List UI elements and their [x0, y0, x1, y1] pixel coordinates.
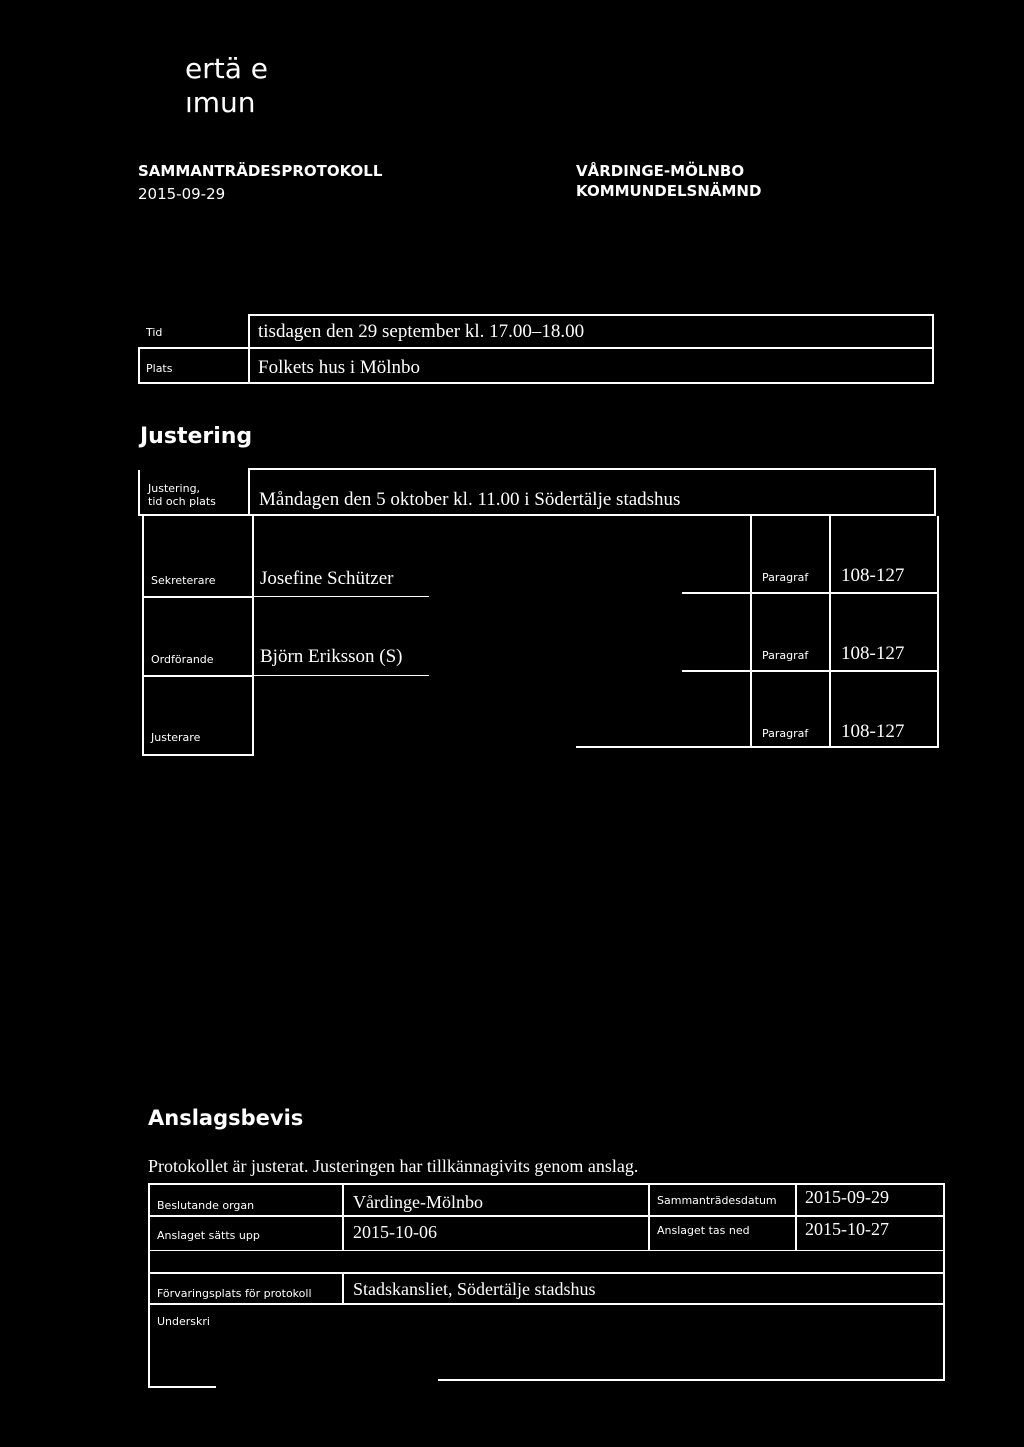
justering-tid-plats-label [148, 482, 216, 508]
ordforande-label: Ordförande [151, 653, 214, 666]
anslagsbevis-statement: Protokollet är justerat. Justeringen har tillkännagivits genom anslag. [148, 1156, 639, 1176]
logo-line-2: ımun [185, 86, 256, 119]
doc-type: SAMMANTRÄDESPROTOKOLL [138, 162, 383, 180]
tid-label: Tid [146, 326, 163, 339]
beslutande-organ-label: Beslutande organ [157, 1199, 255, 1212]
sekreterare-name: Josefine Schützer [260, 568, 394, 589]
sekreterare-label: Sekreterare [151, 574, 216, 587]
justerare-paragraf-label: Paragraf [762, 727, 809, 740]
plats-label: Plats [146, 362, 173, 375]
justering-label-line-2: tid och plats [148, 495, 216, 508]
ordforande-name: Björn Eriksson (S) [260, 646, 403, 667]
anslaget-tas-ned-value: 2015-10-27 [805, 1219, 889, 1239]
doc-date: 2015-09-29 [138, 185, 226, 203]
logo-line-1: ertä e [185, 52, 269, 85]
sekreterare-paragraf-label: Paragraf [762, 571, 809, 584]
ordforande-paragraf-label: Paragraf [762, 649, 809, 662]
justering-tid-plats-value: Måndagen den 5 oktober kl. 11.00 i Södertälje stadshus [259, 489, 681, 510]
underskrift-label: Underskri [157, 1315, 210, 1328]
justerare-label: Justerare [151, 731, 201, 744]
logo [185, 52, 268, 120]
justering-label-line-1: Justering, [148, 482, 201, 495]
anslaget-satts-upp-label: Anslaget sätts upp [157, 1229, 260, 1242]
forvaringsplats-label: Förvaringsplats för protokoll [157, 1287, 312, 1300]
anslaget-satts-upp-value: 2015-10-06 [353, 1222, 437, 1242]
plats-value: Folkets hus i Mölnbo [258, 357, 421, 378]
sekreterare-paragraf-value: 108-127 [841, 565, 905, 586]
anslagsbevis-heading: Anslagsbevis [148, 1106, 304, 1130]
forvaringsplats-value: Stadskansliet, Södertälje stadshus [353, 1279, 596, 1299]
justerare-paragraf-value: 108-127 [841, 721, 905, 742]
org-name-line-1: VÅRDINGE-MÖLNBO [576, 162, 745, 180]
org-name-line-2: KOMMUNDELSNÄMND [576, 182, 762, 200]
sammantradesdatum-label: Sammanträdesdatum [657, 1194, 777, 1207]
beslutande-organ-value: Vårdinge-Mölnbo [353, 1192, 483, 1212]
tid-value: tisdagen den 29 september kl. 17.00–18.00 [258, 321, 585, 342]
ordforande-paragraf-value: 108-127 [841, 643, 905, 664]
justering-heading: Justering [140, 424, 253, 449]
sammantradesdatum-value: 2015-09-29 [805, 1187, 889, 1207]
anslaget-tas-ned-label: Anslaget tas ned [657, 1224, 750, 1237]
